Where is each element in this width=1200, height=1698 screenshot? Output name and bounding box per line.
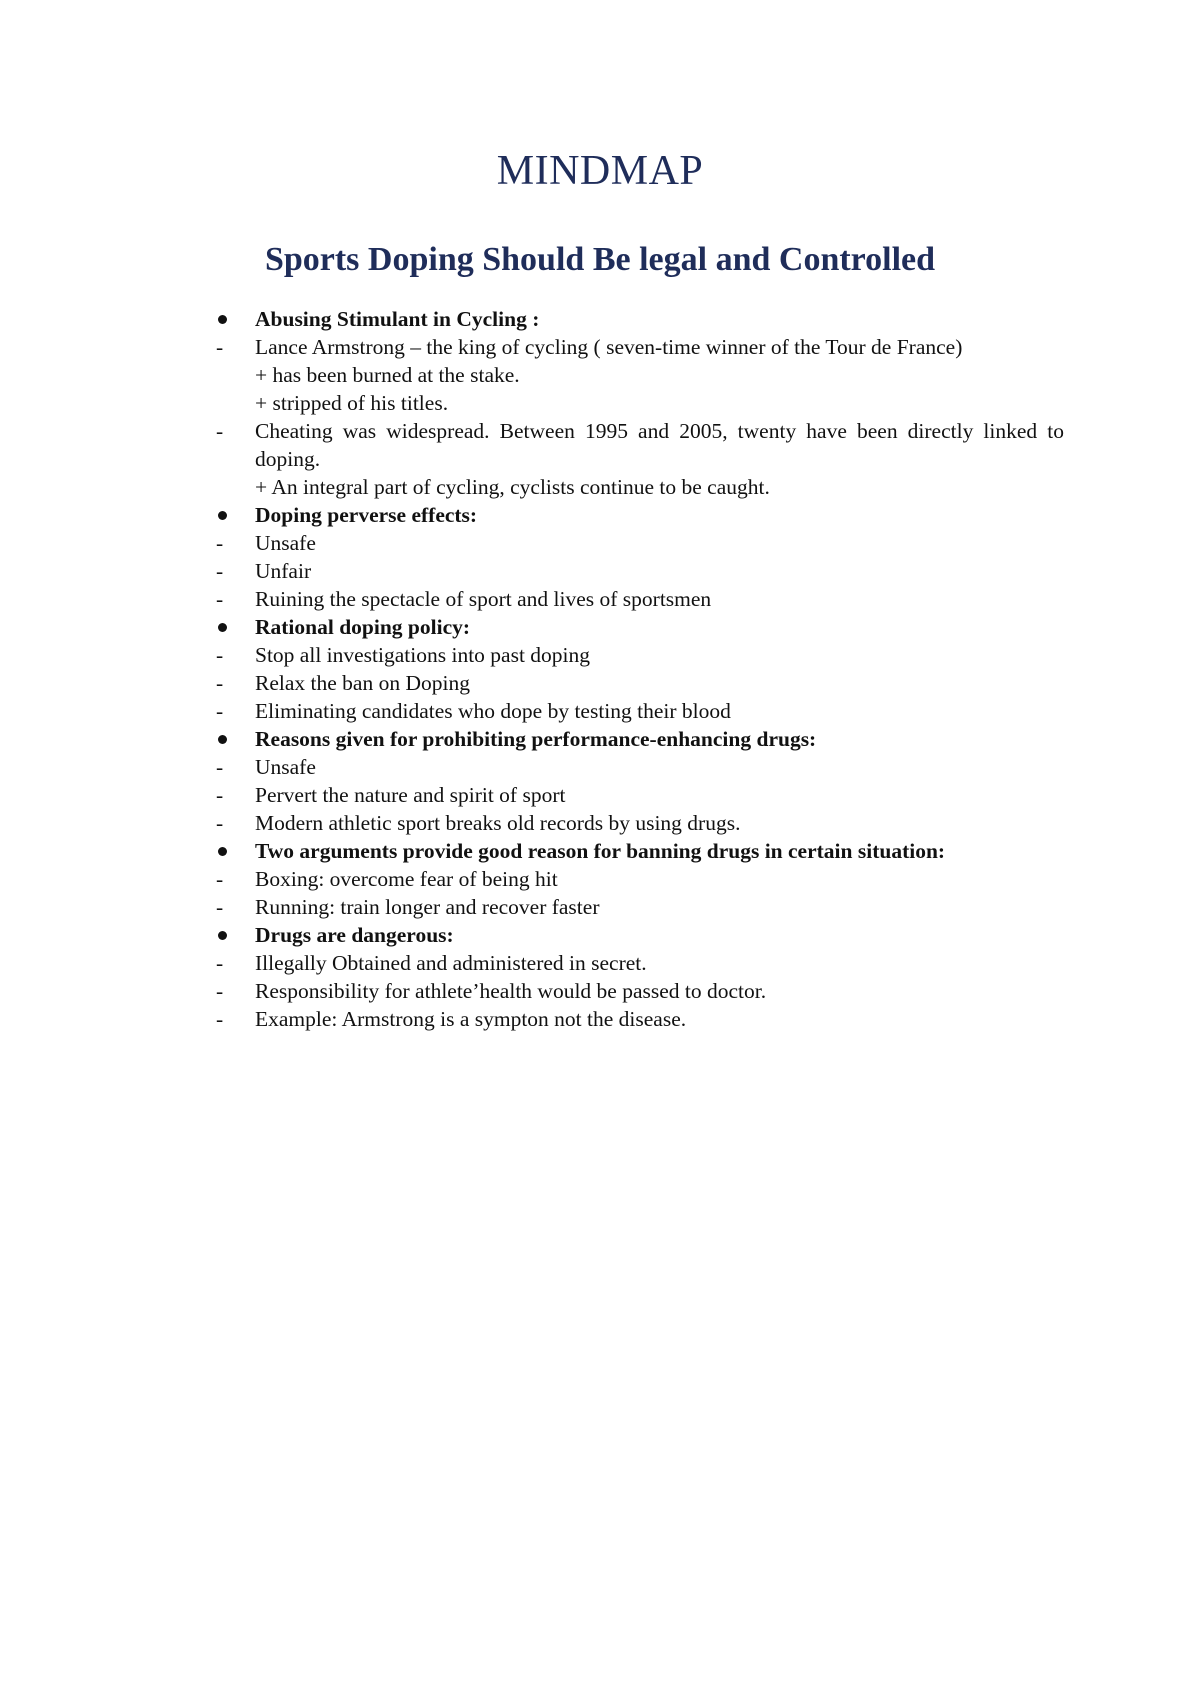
bullet-icon [218, 623, 227, 632]
dash-marker-icon: - [216, 867, 224, 891]
list-item [214, 1005, 1064, 1033]
section-heading-text: Rational doping policy: [255, 615, 471, 639]
list-item-text: Lance Armstrong – the king of cycling ( seven-time winner of the Tour de France) [255, 335, 963, 359]
section-heading [214, 305, 1064, 333]
list-item-text: Boxing: overcome fear of being hit [255, 867, 558, 891]
list-item-text: Unsafe [255, 755, 316, 779]
mindmap-outline [214, 305, 1064, 1033]
bullet-icon [218, 847, 227, 856]
outline-section [214, 725, 1064, 837]
list-item-text: Illegally Obtained and administered in secret. [255, 951, 647, 975]
section-heading-text: Two arguments provide good reason for banning drugs in certain situation: [255, 839, 946, 863]
list-item-text: Example: Armstrong is a sympton not the disease. [255, 1007, 687, 1031]
dash-marker-icon: - [216, 643, 224, 667]
bullet-icon [218, 931, 227, 940]
list-item [214, 893, 1064, 921]
dash-marker-icon: - [216, 559, 224, 583]
dash-marker-icon: - [216, 783, 224, 807]
dash-marker-icon: - [216, 699, 224, 723]
page-title: MINDMAP [496, 148, 704, 194]
section-heading [214, 725, 1064, 753]
list-item [214, 753, 1064, 781]
section-heading-text: Drugs are dangerous: [255, 923, 454, 947]
list-item [214, 781, 1064, 809]
list-item-text: Responsibility for athlete’health would be passed to doctor. [255, 979, 767, 1003]
list-item-text: Pervert the nature and spirit of sport [255, 783, 566, 807]
dash-marker-icon: - [216, 335, 224, 359]
dash-marker-icon: - [216, 979, 224, 1003]
dash-marker-icon: - [216, 895, 224, 919]
dash-marker-icon: - [216, 531, 224, 555]
list-item-text: Relax the ban on Doping [255, 671, 470, 695]
list-item [214, 865, 1064, 893]
list-item [214, 949, 1064, 977]
list-item [214, 585, 1064, 613]
list-item [214, 809, 1064, 837]
list-item [214, 417, 1064, 473]
page-subtitle: Sports Doping Should Be legal and Controlled [264, 241, 936, 278]
list-item-text: Ruining the spectacle of sport and lives of sportsmen [255, 587, 712, 611]
list-item [214, 697, 1064, 725]
bullet-icon [218, 315, 227, 324]
outline-section [214, 305, 1064, 501]
section-heading [214, 921, 1064, 949]
outline-section [214, 837, 1064, 921]
list-item-text: Cheating was widespread. Between 1995 and 2005, twenty have been directly linked to doping. [255, 419, 1064, 471]
list-item-text: Unsafe [255, 531, 316, 555]
dash-marker-icon: - [216, 671, 224, 695]
list-item-text: Running: train longer and recover faster [255, 895, 600, 919]
outline-section [214, 921, 1064, 1033]
list-item [214, 333, 1064, 361]
outline-section [214, 613, 1064, 725]
section-heading-text: Reasons given for prohibiting performance-enhancing drugs: [255, 727, 817, 751]
dash-marker-icon: - [216, 587, 224, 611]
dash-marker-icon: - [216, 951, 224, 975]
sub-item: + has been burned at the stake. [255, 363, 520, 387]
list-item [214, 669, 1064, 697]
list-item [214, 529, 1064, 557]
list-item-text: Stop all investigations into past doping [255, 643, 591, 667]
list-item-text: Unfair [255, 559, 312, 583]
section-heading [214, 837, 1064, 865]
section-heading-text: Abusing Stimulant in Cycling : [255, 307, 540, 331]
list-item [214, 977, 1064, 1005]
sub-item: + stripped of his titles. [255, 391, 449, 415]
dash-marker-icon: - [216, 811, 224, 835]
list-item-text: Eliminating candidates who dope by testing their blood [255, 699, 731, 723]
dash-marker-icon: - [216, 755, 224, 779]
bullet-icon [218, 511, 227, 520]
dash-marker-icon: - [216, 419, 224, 443]
section-heading [214, 613, 1064, 641]
sub-item: + An integral part of cycling, cyclists continue to be caught. [255, 475, 770, 499]
section-heading [214, 501, 1064, 529]
bullet-icon [218, 735, 227, 744]
list-item-text: Modern athletic sport breaks old records by using drugs. [255, 811, 741, 835]
outline-section [214, 501, 1064, 613]
list-item [214, 641, 1064, 669]
section-heading-text: Doping perverse effects: [255, 503, 478, 527]
dash-marker-icon: - [216, 1007, 224, 1031]
list-item [214, 557, 1064, 585]
